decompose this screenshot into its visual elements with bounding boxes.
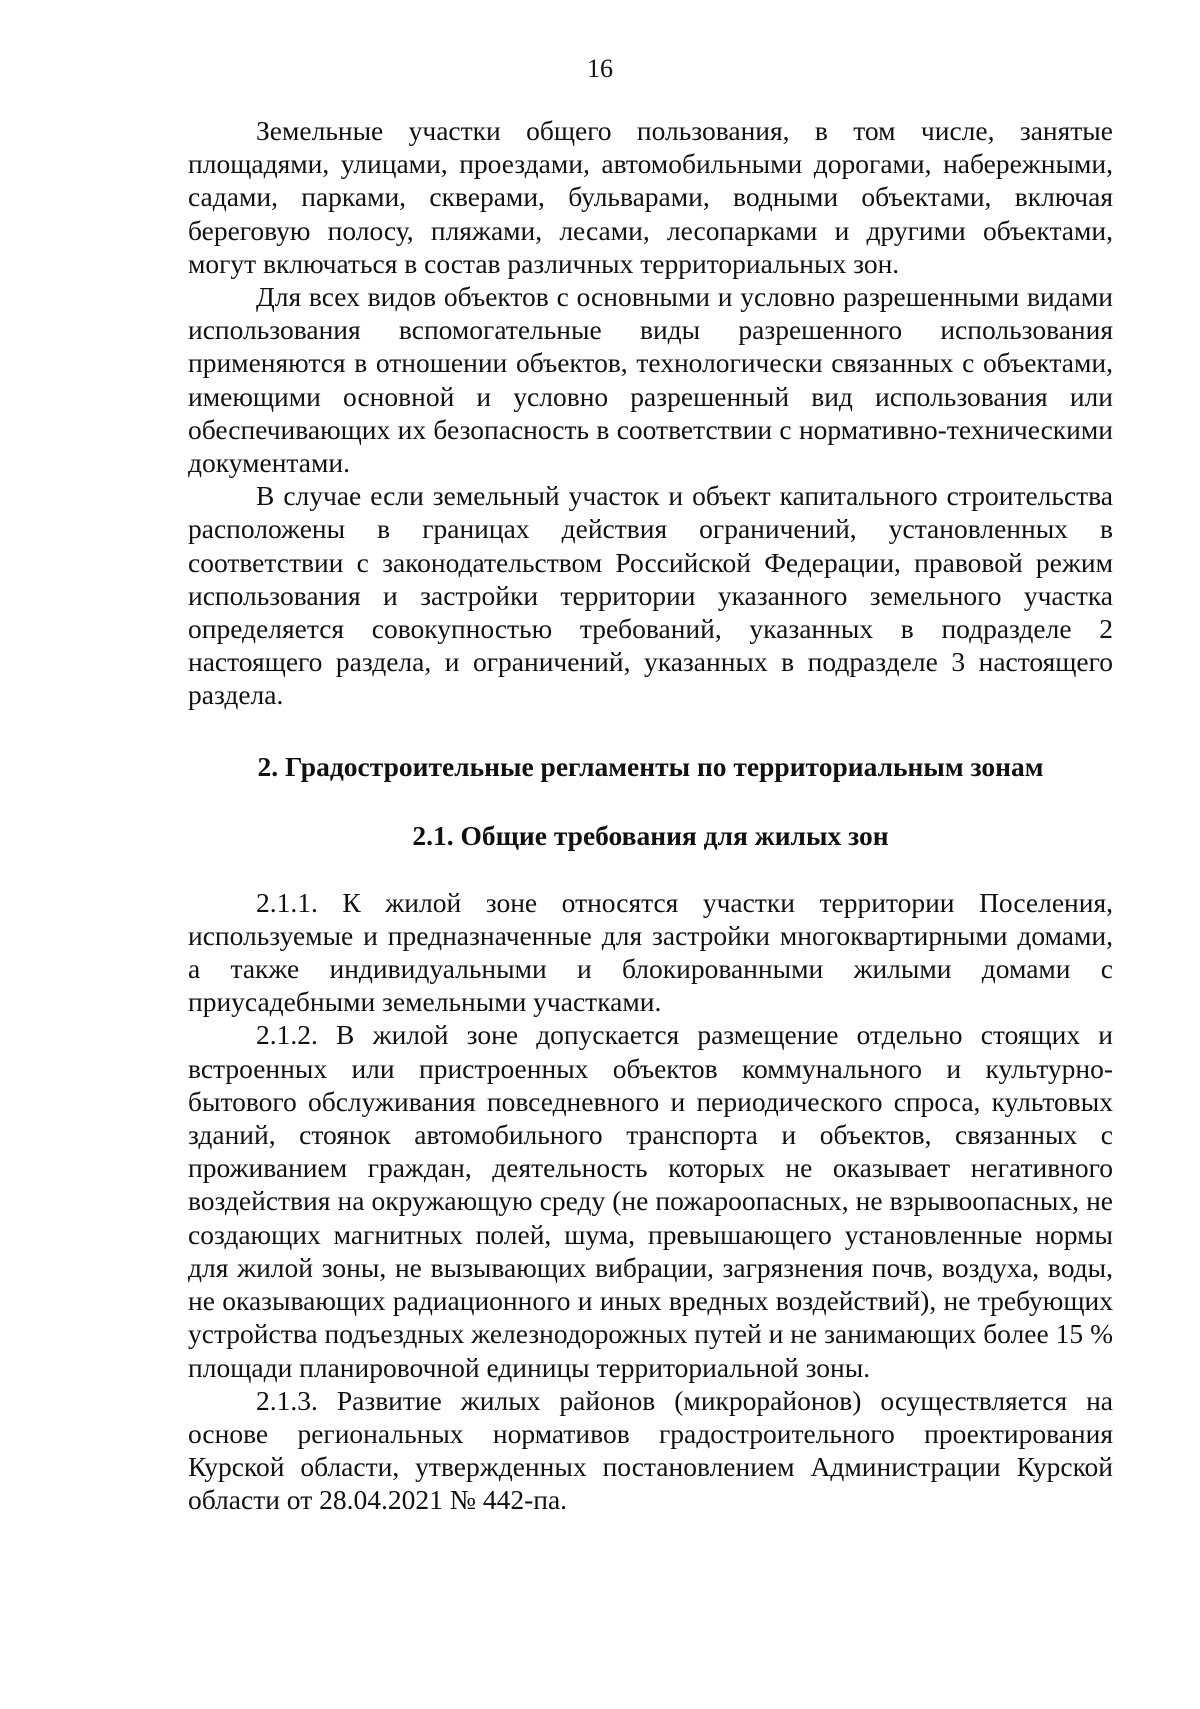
paragraph-legal-regime: В случае если земельный участок и объект капитального строительства расположены в границах действия ограничений, установленных в соответствии с законодательством Российской Федерации, правовой режим использования и застройки территории указанного земельного участка определяется совокупностью требований, указанных в подразделе 2 настоящего раздела, и ограничений, указанных в подразделе 3 настоящего раздела.	[188, 480, 1113, 711]
section-heading: 2. Градостроительные регламенты по территориальным зонам	[257, 750, 1044, 782]
paragraph-common-use-land: Земельные участки общего пользования, в том числе, занятые площадями, улицами, проездами, автомобильными дорогами, набережными, садами, парками, скверами, бульварами, водными объектами, включая береговую полосу, пляжами, лесами, лесопарками и другими объектами, могут включаться в состав различных территориальных зон.	[188, 115, 1113, 279]
clause-2-1-2: 2.1.2. В жилой зоне допускается размещение отдельно стоящих и встроенных или пристроенных объектов коммунального и культурно-бытового обслуживания повседневного и периодического спроса, культовых зданий, стоянок автомобильного транспорта и объектов, связанных с проживанием граждан, деятельность которых не оказывает негативного воздействия на окружающую среду (не пожароопасных, не взрывоопасных, не создающих магнитных полей, шума, превышающего установленные нормы для жилой зоны, не вызывающих вибрации, загрязнения почв, воздуха, воды, не оказывающих радиационного и иных вредных воздействий), не требующих устройства подъездных железнодорожных путей и не занимающих более 15 % площади планировочной единицы территориальной зоны.	[188, 1019, 1113, 1383]
paragraph-auxiliary-use: Для всех видов объектов с основными и условно разрешенными видами использования вспомогательные виды разрешенного использования применяются в отношении объектов, технологически связанных с объектами, имеющими основной и условно разрешенный вид использования или обеспечивающих их безопасность в соответствии с нормативно-техническими документами.	[188, 281, 1113, 479]
clause-2-1-3: 2.1.3. Развитие жилых районов (микрорайонов) осуществляется на основе региональных нормативов градостроительного проектирования Курской области, утвержденных постановлением Администрации Курской области от 28.04.2021 № 442-па.	[188, 1384, 1113, 1516]
page-number: 16	[587, 54, 613, 83]
document-body	[188, 114, 1113, 1517]
clause-2-1-1: 2.1.1. К жилой зоне относятся участки территории Поселения, используемые и предназначенные для застройки многоквартирными домами, а также индивидуальными и блокированными жилыми домами с приусадебными земельными участками.	[188, 886, 1113, 1018]
subsection-heading: 2.1. Общие требования для жилых зон	[412, 819, 889, 851]
